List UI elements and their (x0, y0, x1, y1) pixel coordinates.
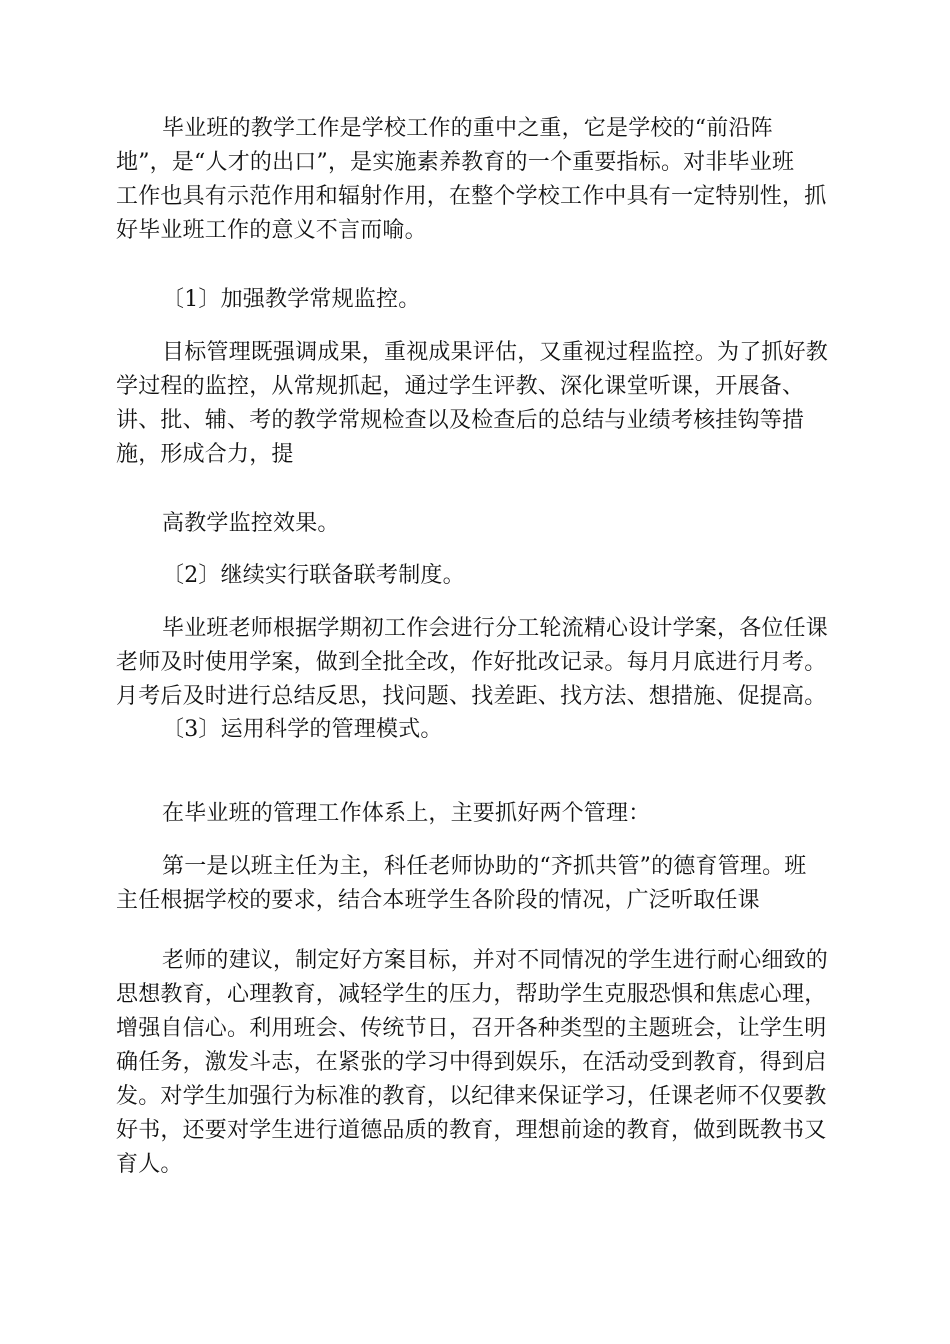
paragraph-teacher-advice (116, 944, 836, 1182)
text-line: 〔1〕加强教学常规监控。 (162, 287, 421, 312)
text-line: 老师的建议，制定好方案目标，并对不同情况的学生进行耐心细致的 (162, 948, 829, 973)
text-line: 目标管理既强调成果，重视成果评估，又重视过程监控。为了抓好教 (162, 340, 829, 365)
text-line: 确任务，激发斗志，在紧张的学习中得到娱乐，在活动受到教育，得到启 (116, 1050, 827, 1075)
text-line: 地”，是“人才的出口”，是实施素养教育的一个重要指标。对非毕业班 (116, 150, 795, 175)
section-heading-2 (116, 559, 836, 593)
text-line: 毕业班老师根据学期初工作会进行分工轮流精心设计学案，各位任课 (162, 616, 829, 641)
text-line: 施，形成合力，提 (116, 442, 294, 467)
text-line: 工作也具有示范作用和辐射作用，在整个学校工作中具有一定特别性，抓 (116, 184, 827, 209)
text-line: 主任根据学校的要求，结合本班学生各阶段的情况，广泛听取任课 (116, 888, 760, 913)
text-line: 好书，还要对学生进行道德品质的教育，理想前途的教育，做到既教书又 (116, 1118, 827, 1143)
paragraph-monitoring-continued (116, 507, 836, 541)
text-line: 〔2〕继续实行联备联考制度。 (162, 563, 465, 588)
text-line: 思想教育，心理教育，减轻学生的压力，帮助学生克服恐惧和焦虑心理， (116, 982, 827, 1007)
intro-paragraph (116, 112, 836, 248)
paragraph-moral-management (116, 850, 836, 918)
text-line: 高教学监控效果。 (162, 511, 340, 536)
text-line: 讲、批、辅、考的教学常规检查以及检查后的总结与业绩考核挂钩等措 (116, 408, 805, 433)
text-line: 好毕业班工作的意义不言而喻。 (116, 218, 427, 243)
text-line: 在毕业班的管理工作体系上，主要抓好两个管理： (162, 801, 651, 826)
paragraph-monitoring (116, 336, 836, 472)
text-line: 第一是以班主任为主，科任老师协助的“齐抓共管”的德育管理。班 (162, 854, 807, 879)
text-line: 发。对学生加强行为标准的教育，以纪律来保证学习，任课老师不仅要教 (116, 1084, 827, 1109)
paragraph-management-system (116, 797, 836, 831)
text-line: 毕业班的教学工作是学校工作的重中之重，它是学校的“前沿阵 (162, 116, 773, 141)
paragraph-joint-exams (116, 612, 836, 714)
text-line: 学过程的监控，从常规抓起，通过学生评教、深化课堂听课，开展备、 (116, 374, 805, 399)
text-line: 月考后及时进行总结反思，找问题、找差距、找方法、想措施、促提高。 (116, 684, 827, 709)
text-line: 育人。 (116, 1152, 183, 1177)
text-line: 老师及时使用学案，做到全批全改，作好批改记录。每月月底进行月考。 (116, 650, 827, 675)
section-heading-3 (116, 713, 836, 747)
section-heading-1 (116, 283, 836, 317)
text-line: 增强自信心。利用班会、传统节日，召开各种类型的主题班会，让学生明 (116, 1016, 827, 1041)
text-line: 〔3〕运用科学的管理模式。 (162, 717, 443, 742)
